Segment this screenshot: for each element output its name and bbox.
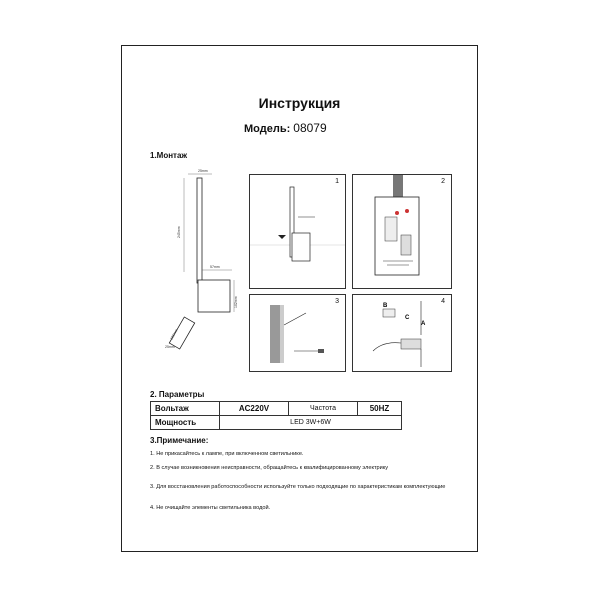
- dim-arm: 57mm: [210, 265, 220, 269]
- dim-body: 102mm: [234, 296, 238, 308]
- product-dimension-drawing: [160, 168, 240, 349]
- page-title: Инструкция: [258, 95, 341, 111]
- panel-2-drawing: [353, 175, 451, 288]
- frequency-label: Частота: [289, 402, 358, 416]
- power-label: Мощность: [151, 416, 220, 430]
- panel-4-number: 4: [441, 298, 445, 305]
- dim-top: 25mm: [198, 169, 208, 173]
- panel-4-label-a: A: [421, 321, 426, 327]
- step-panel-3: [249, 294, 346, 372]
- model-label: Модель:: [244, 123, 291, 135]
- note-2: 2. В случае возникновения неисправности, обращайтесь к квалифицированному электрику: [150, 465, 389, 471]
- model-value: 08079: [293, 121, 327, 135]
- panel-1-drawing: [250, 175, 345, 288]
- step-panel-2: [352, 174, 452, 289]
- voltage-value: AC220V: [220, 402, 289, 416]
- note-1: 1. Не прикасайтесь к лампе, при включенном светильнике.: [150, 451, 304, 457]
- model-row: [244, 121, 327, 135]
- dim-length: 245mm: [177, 226, 181, 238]
- panel-4-label-c: C: [405, 315, 410, 321]
- section-params-heading: 2. Параметры: [150, 390, 205, 399]
- note-3: 3. Для восстановления работоспособности используйте только подходящие по характеристикам комплектующие: [150, 484, 446, 490]
- section-mount-heading: 1.Монтаж: [150, 151, 188, 160]
- instruction-sheet: [121, 45, 478, 552]
- dim-spot: 105mm: [169, 328, 179, 341]
- power-value: LED 3W+6W: [220, 416, 402, 430]
- panel-1-number: 1: [335, 178, 339, 185]
- panel-2-number: 2: [441, 178, 445, 185]
- frequency-value: 50HZ: [358, 402, 402, 416]
- panel-3-number: 3: [335, 298, 339, 305]
- panel-3-drawing: [250, 295, 345, 371]
- note-4: 4. Не очищайте элементы светильника водой.: [150, 505, 271, 511]
- params-table: [150, 401, 402, 430]
- section-notes-heading: 3.Примечание:: [150, 436, 209, 445]
- panel-4-label-b: B: [383, 303, 388, 309]
- table-row: [151, 402, 402, 416]
- dim-base: 25mm: [165, 345, 175, 349]
- voltage-label: Вольтаж: [151, 402, 220, 416]
- step-panel-4: [352, 294, 452, 372]
- panel-4-drawing: [353, 295, 451, 371]
- step-panel-1: [249, 174, 346, 289]
- table-row: [151, 416, 402, 430]
